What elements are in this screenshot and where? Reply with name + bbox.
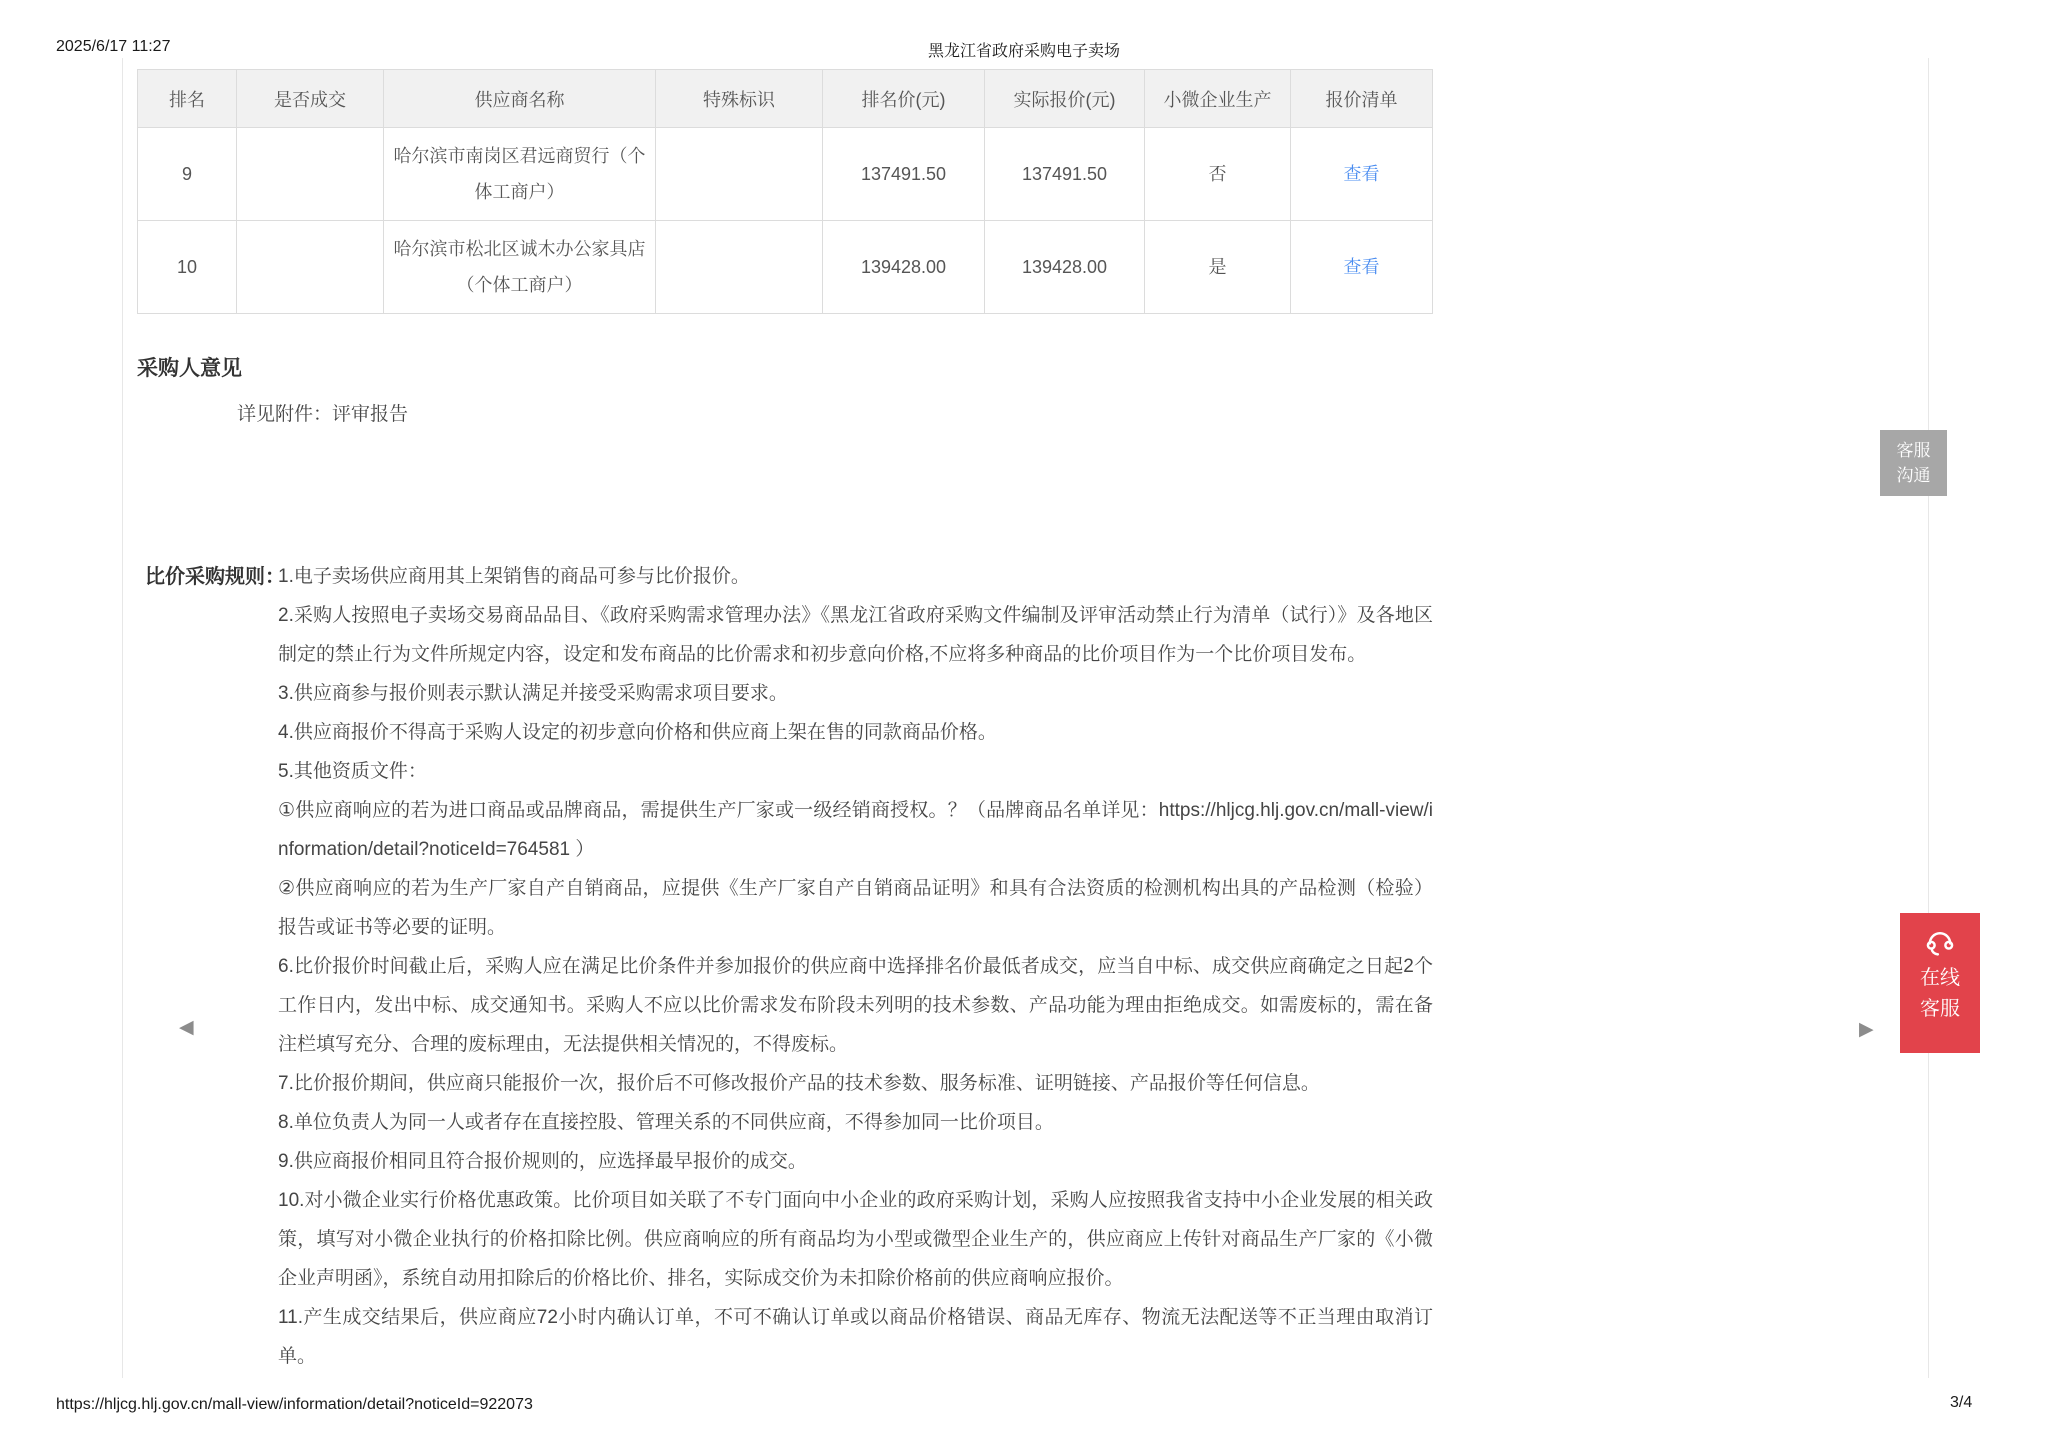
rule-item: 11.产生成交结果后，供应商应72小时内确认订单，不可不确认订单或以商品价格错误、商品无库存、物流无法配送等不正当理由取消订单。	[278, 1307, 1433, 1367]
col-deal: 是否成交	[237, 70, 384, 128]
headset-icon	[1922, 926, 1958, 958]
col-quote-list: 报价清单	[1291, 70, 1433, 128]
rule-item: ②供应商响应的若为生产厂家自产自销商品，应提供《生产厂家自产自销商品证明》和具有合法资质的检测机构出具的产品检测（检验）报告或证书等必要的证明。	[278, 878, 1433, 938]
cell-special	[656, 221, 823, 314]
online-service-button[interactable]	[1900, 913, 1980, 1053]
cell-actual-price: 137491.50	[985, 128, 1145, 221]
customer-service-chat-button[interactable]	[1880, 430, 1947, 496]
chat-button-label: 客服沟通	[1896, 441, 1931, 485]
page-title: 黑龙江省政府采购电子卖场	[927, 43, 1121, 60]
cell-rank: 9	[138, 128, 237, 221]
cell-deal	[237, 128, 384, 221]
purchaser-opinion-content: 详见附件：评审报告	[237, 404, 409, 425]
view-quote-link[interactable]: 查看	[1343, 164, 1380, 184]
col-special-mark: 特殊标识	[656, 70, 823, 128]
rule-item: 1.电子卖场供应商用其上架销售的商品可参与比价报价。	[278, 566, 750, 587]
purchaser-opinion-heading: 采购人意见	[137, 357, 242, 380]
cell-actual-price: 139428.00	[985, 221, 1145, 314]
col-actual-price: 实际报价(元)	[985, 70, 1145, 128]
view-quote-link[interactable]: 查看	[1343, 257, 1380, 277]
table-row	[138, 221, 1433, 314]
cell-rank: 10	[138, 221, 237, 314]
rule-item: 5.其他资质文件：	[278, 761, 427, 782]
table-header-row	[138, 70, 1433, 128]
rule-item: 2.采购人按照电子卖场交易商品品目、《政府采购需求管理办法》《黑龙江省政府采购文件编制及评审活动禁止行为清单（试行）》及各地区制定的禁止行为文件所规定内容，设定和发布商品的比价需求和初步意向价格,不应将多种商品的比价项目作为一个比价项目发布。	[278, 605, 1433, 665]
page-number: 3/4	[1950, 1394, 1973, 1411]
cell-rank-price: 139428.00	[823, 221, 985, 314]
print-footer-url: https://hljcg.hlj.gov.cn/mall-view/information/detail?noticeId=922073	[56, 1396, 533, 1413]
cell-rank-price: 137491.50	[823, 128, 985, 221]
content-right-border	[1928, 58, 1929, 1378]
bid-ranking-table	[137, 69, 1433, 314]
rule-item: 9.供应商报价相同且符合报价规则的，应选择最早报价的成交。	[278, 1151, 807, 1172]
content-left-border	[122, 58, 123, 1378]
rule-item: 7.比价报价期间，供应商只能报价一次，报价后不可修改报价产品的技术参数、服务标准、证明链接、产品报价等任何信息。	[278, 1073, 1320, 1094]
cell-supplier: 哈尔滨市松北区诚木办公家具店（个体工商户）	[384, 221, 656, 314]
online-button-line1: 在线	[1920, 967, 1960, 989]
cell-deal	[237, 221, 384, 314]
rule-item: ①供应商响应的若为进口商品或品牌商品，需提供生产厂家或一级经销商授权。？（品牌商品名单详见：https://hljcg.hlj.gov.cn/mall-view/information/detail?noticeId=764581 ）	[278, 800, 1433, 860]
col-small-micro: 小微企业生产	[1145, 70, 1291, 128]
rule-item: 10.对小微企业实行价格优惠政策。比价项目如关联了不专门面向中小企业的政府采购计划，采购人应按照我省支持中小企业发展的相关政策，填写对小微企业执行的价格扣除比例。供应商响应的所有商品均为小型或微型企业生产的，供应商应上传针对商品生产厂家的《小微企业声明函》，系统自动用扣除后的价格比价、排名，实际成交价为未扣除价格前的供应商响应报价。	[278, 1190, 1433, 1289]
cell-special	[656, 128, 823, 221]
rule-item: 4.供应商报价不得高于采购人设定的初步意向价格和供应商上架在售的同款商品价格。	[278, 722, 997, 743]
rules-list	[278, 557, 1433, 1376]
online-button-line2: 客服	[1920, 998, 1960, 1020]
print-timestamp: 2025/6/17 11:27	[56, 38, 171, 55]
rule-item: 8.单位负责人为同一人或者存在直接控股、管理关系的不同供应商，不得参加同一比价项目。	[278, 1112, 1054, 1133]
cell-small-micro: 是	[1145, 221, 1291, 314]
rule-item: 6.比价报价时间截止后，采购人应在满足比价条件并参加报价的供应商中选择排名价最低者成交，应当自中标、成交供应商确定之日起2个工作日内，发出中标、成交通知书。采购人不应以比价需求发布阶段未列明的技术参数、产品功能为理由拒绝成交。如需废标的，需在备注栏填写充分、合理的废标理由，无法提供相关情况的，不得废标。	[278, 956, 1433, 1055]
rules-heading: 比价采购规则：	[145, 566, 285, 588]
col-rank-price: 排名价(元)	[823, 70, 985, 128]
cell-supplier: 哈尔滨市南岗区君远商贸行（个体工商户）	[384, 128, 656, 221]
col-rank: 排名	[138, 70, 237, 128]
rule-item: 3.供应商参与报价则表示默认满足并接受采购需求项目要求。	[278, 683, 788, 704]
cell-small-micro: 否	[1145, 128, 1291, 221]
carousel-prev-icon[interactable]: ◀	[179, 1017, 194, 1038]
cell-quote-list	[1291, 221, 1433, 314]
cell-quote-list	[1291, 128, 1433, 221]
carousel-next-icon[interactable]: ▶	[1859, 1019, 1874, 1040]
table-row	[138, 128, 1433, 221]
col-supplier: 供应商名称	[384, 70, 656, 128]
